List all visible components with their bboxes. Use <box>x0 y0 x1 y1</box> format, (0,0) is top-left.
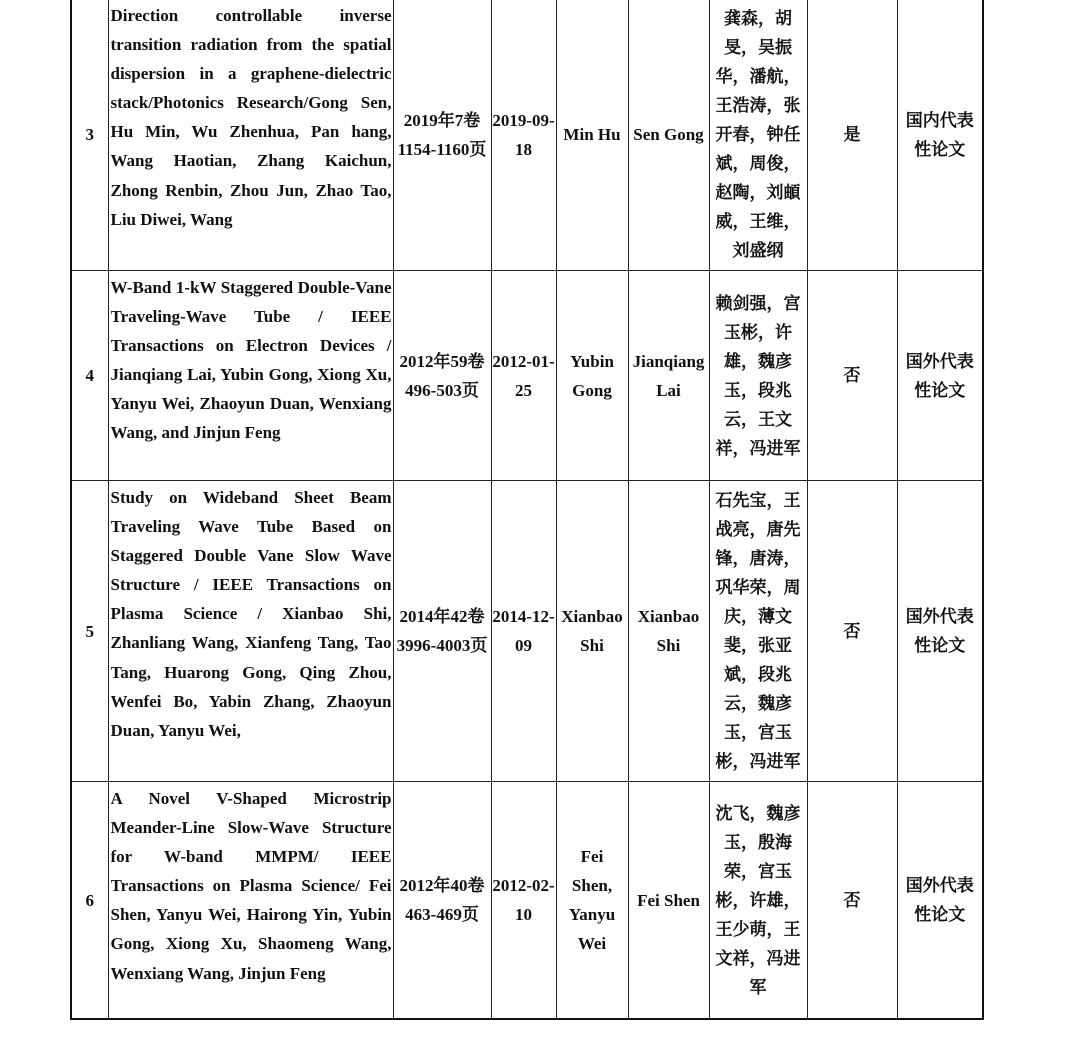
chinese-author-list: 龚森，胡旻，吴振华，潘航，王浩涛，张开春，钟任斌，周俊，赵陶，刘頔威，王维，刘盛纲 <box>709 0 807 271</box>
paper-category: 国外代表性论文 <box>897 782 983 1020</box>
row-index: 6 <box>71 782 108 1020</box>
representative-papers-table <box>70 0 984 1020</box>
yes-no-flag: 否 <box>807 271 897 481</box>
publication-volume-pages: 2012年40卷463-469页 <box>393 782 491 1020</box>
corresponding-author: Min Hu <box>556 0 628 271</box>
publication-volume-pages: 2014年42卷3996-4003页 <box>393 481 491 782</box>
paper-title-citation: W-Band 1-kW Staggered Double-Vane Traveling-Wave Tube / IEEE Transactions on Electron Devices / Jianqiang Lai, Yubin Gong, Xiong Xu, Yanyu Wei, Zhaoyun Duan, Wenxiang Wang, and Jinjun Feng <box>110 278 392 443</box>
corresponding-author: Yubin Gong <box>556 271 628 481</box>
table-row <box>71 481 983 782</box>
chinese-author-list: 石先宝，王战亮，唐先锋，唐涛，巩华荣，周庆，薄文斐，张亚斌，段兆云，魏彦玉，宫玉彬，冯进军 <box>709 481 807 782</box>
chinese-author-list: 沈飞，魏彦玉，殷海荣，宫玉彬，许雄，王少萌，王文祥，冯进军 <box>709 782 807 1020</box>
first-author: Fei Shen <box>628 782 709 1020</box>
paper-title-citation: A Novel V-Shaped Microstrip Meander-Line Slow-Wave Structure for W-band MMPM/ IEEE Transactions on Plasma Science/ Fei Shen, Yanyu Wei, Hairong Yin, Yubin Gong, Xiong Xu, Shaomeng Wang, Wenxiang Wang, Jinjun Feng <box>110 789 392 983</box>
publication-date: 2014-12-09 <box>491 481 556 782</box>
row-index: 4 <box>71 271 108 481</box>
yes-no-flag: 否 <box>807 481 897 782</box>
yes-no-flag: 否 <box>807 782 897 1020</box>
row-index: 3 <box>71 0 108 271</box>
paper-category: 国外代表性论文 <box>897 271 983 481</box>
row-index: 5 <box>71 481 108 782</box>
paper-title-citation: Study on Wideband Sheet Beam Traveling Wave Tube Based on Staggered Double Vane Slow Wave Structure / IEEE Transactions on Plasma Science / Xianbao Shi, Zhanliang Wang, Xianfeng Tang, Tao Tang, Huarong Gong, Qing Zhou, Wenfei Bo, Yabin Zhang, Zhaoyun Duan, Yanyu Wei, <box>110 488 392 740</box>
corresponding-author: Xianbao Shi <box>556 481 628 782</box>
first-author: Xianbao Shi <box>628 481 709 782</box>
table-row <box>71 271 983 481</box>
first-author: Sen Gong <box>628 0 709 271</box>
publication-volume-pages: 2012年59卷496-503页 <box>393 271 491 481</box>
publication-date: 2019-09-18 <box>491 0 556 271</box>
table-row <box>71 0 983 271</box>
corresponding-author: Fei Shen, Yanyu Wei <box>556 782 628 1020</box>
publication-date: 2012-01-25 <box>491 271 556 481</box>
publication-volume-pages: 2019年7卷1154-1160页 <box>393 0 491 271</box>
chinese-author-list: 赖剑强，宫玉彬，许雄，魏彦玉，段兆云，王文祥，冯进军 <box>709 271 807 481</box>
first-author: Jianqiang Lai <box>628 271 709 481</box>
publication-date: 2012-02-10 <box>491 782 556 1020</box>
table-row <box>71 782 983 1020</box>
paper-category: 国内代表性论文 <box>897 0 983 271</box>
paper-category: 国外代表性论文 <box>897 481 983 782</box>
paper-title-citation: Direction controllable inverse transition radiation from the spatial dispersion in a graphene-dielectric stack/Photonics Research/Gong Sen, Hu Min, Wu Zhenhua, Pan hang, Wang Haotian, Zhang Kaichun, Zhong Renbin, Zhou Jun, Zhao Tao, Liu Diwei, Wang <box>110 6 392 229</box>
yes-no-flag: 是 <box>807 0 897 271</box>
